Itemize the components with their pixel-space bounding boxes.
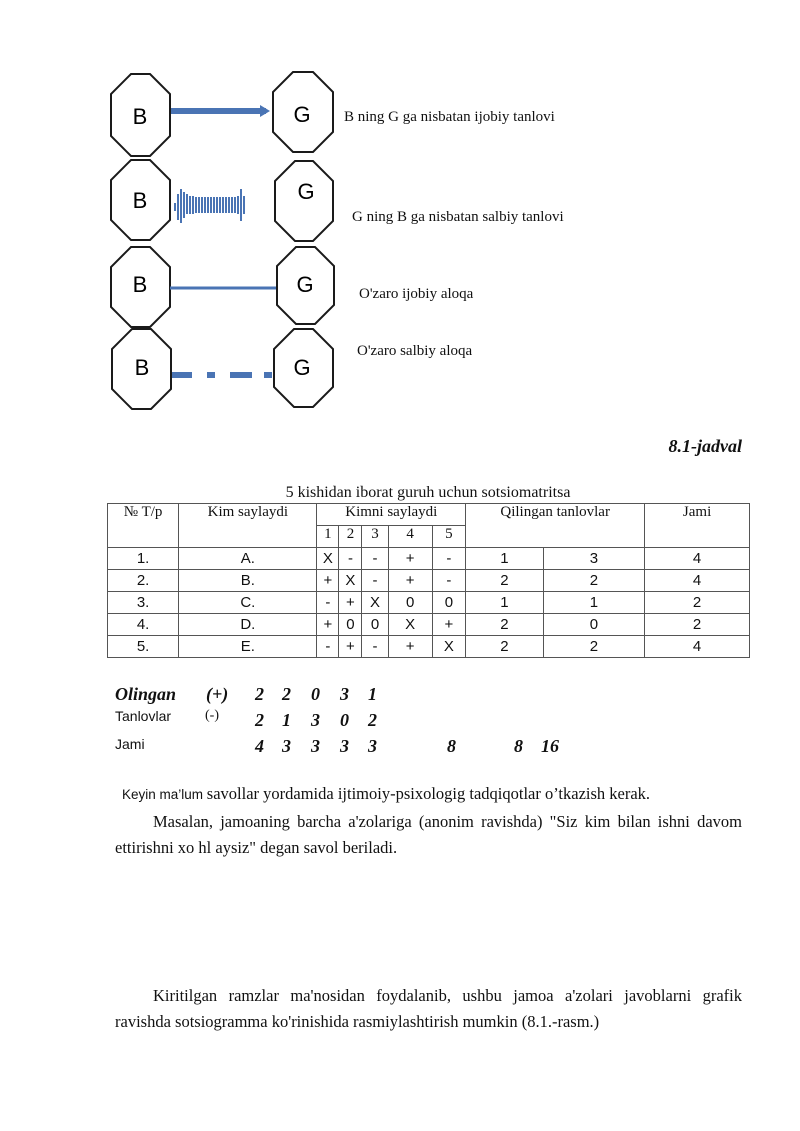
cell-num: 1.: [108, 548, 179, 570]
summary-sign: (-): [205, 708, 219, 723]
summary-value: 0: [340, 710, 349, 730]
legend-label-negative-choice: G ning B ga nisbatan salbiy tanlovi: [352, 209, 564, 225]
summary-extra: 8: [514, 736, 523, 756]
cell-mark: 0: [339, 614, 362, 636]
cell-plus: 1: [466, 548, 543, 570]
cell-num: 3.: [108, 592, 179, 614]
cell-mark: 0: [432, 592, 466, 614]
table-header-row: [108, 504, 750, 526]
cell-mark: +: [339, 636, 362, 658]
cell-mark: +: [388, 636, 432, 658]
cell-mark: X: [317, 548, 339, 570]
cell-total: 4: [645, 570, 750, 592]
cell-minus: 2: [543, 570, 645, 592]
summary-extra: 16: [541, 736, 559, 756]
summary-value: 3: [282, 736, 291, 756]
cell-total: 2: [645, 592, 750, 614]
cell-num: 4.: [108, 614, 179, 636]
legend-label-positive-choice: B ning G ga nisbatan ijobiy tanlovi: [344, 109, 555, 125]
cell-name: C.: [179, 592, 317, 614]
summary-sign: (+): [206, 684, 229, 704]
summary-value: 2: [255, 684, 264, 704]
summary-value: 3: [368, 736, 377, 756]
summary-value: 2: [255, 710, 264, 730]
table-title: 5 kishidan iborat guruh uchun sotsiomatritsa: [285, 484, 571, 501]
header-col: 2: [339, 526, 362, 548]
summary-value: 3: [340, 736, 349, 756]
legend-label-mutual-positive: O'zaro ijobiy aloqa: [359, 286, 474, 302]
header-col: 5: [432, 526, 466, 548]
table-row: [108, 592, 750, 614]
summary-value: 2: [368, 710, 377, 730]
cell-mark: -: [362, 636, 388, 658]
summary-value: 1: [282, 710, 291, 730]
cell-plus: 1: [466, 592, 543, 614]
cell-minus: 0: [543, 614, 645, 636]
cell-total: 4: [645, 636, 750, 658]
negative-choice-wavy-arrow: [175, 189, 244, 223]
cell-mark: 0: [388, 592, 432, 614]
paragraph-1-text: savollar yordamida ijtimoiy-psixologig tadqiqotlar o’tkazish kerak.: [206, 784, 651, 803]
node-g-letter: G: [296, 272, 314, 297]
cell-minus: 3: [543, 548, 645, 570]
header-who-chooses: Kim saylaydi: [179, 504, 317, 548]
node-g-letter: G: [293, 355, 311, 380]
cell-mark: +: [388, 548, 432, 570]
legend-label-mutual-negative: O'zaro salbiy aloqa: [357, 343, 473, 359]
header-col: 4: [388, 526, 432, 548]
header-col: 3: [362, 526, 388, 548]
summary-value: 1: [368, 684, 377, 704]
summary-value: 0: [311, 684, 320, 704]
summary-value: 2: [282, 684, 291, 704]
cell-mark: +: [317, 570, 339, 592]
cell-mark: -: [317, 636, 339, 658]
cell-mark: -: [432, 570, 466, 592]
cell-mark: 0: [362, 614, 388, 636]
table-row: [108, 570, 750, 592]
summary-label: Tanlovlar: [115, 708, 172, 724]
cell-minus: 1: [543, 592, 645, 614]
summary-value: 3: [311, 710, 320, 730]
cell-mark: -: [362, 548, 388, 570]
header-choices: Qilingan tanlovlar: [466, 504, 645, 548]
summary-label: Olingan: [115, 684, 177, 704]
paragraph-3: Kiritilgan ramzlar ma'nosidan foydalanib, ushbu jamoa a'zolari javoblarni grafik ravishda sotsiogramma ko'rinishida rasmiylashtirish mumkin (8.1.-rasm.): [115, 986, 742, 1031]
mutual-negative-dash-link: [172, 372, 272, 378]
cell-plus: 2: [466, 614, 543, 636]
cell-plus: 2: [466, 636, 543, 658]
table-row: [108, 614, 750, 636]
table-row: [108, 636, 750, 658]
cell-name: D.: [179, 614, 317, 636]
node-g-letter: G: [293, 102, 311, 127]
header-col: 1: [317, 526, 339, 548]
node-b-letter: B: [132, 104, 148, 129]
cell-name: E.: [179, 636, 317, 658]
cell-mark: +: [317, 614, 339, 636]
summary-value: 3: [311, 736, 320, 756]
cell-mark: X: [432, 636, 466, 658]
cell-mark: -: [362, 570, 388, 592]
cell-minus: 2: [543, 636, 645, 658]
cell-mark: X: [339, 570, 362, 592]
summary-value: 4: [255, 736, 264, 756]
node-b-letter: B: [132, 272, 148, 297]
cell-mark: -: [339, 548, 362, 570]
cell-total: 2: [645, 614, 750, 636]
paragraph-2: Masalan, jamoaning barcha a'zolariga (anonim ravishda) "Siz kim bilan ishni davom ettirishni xo hl aysiz" degan savol beriladi.: [115, 812, 742, 857]
cell-mark: X: [362, 592, 388, 614]
cell-name: B.: [179, 570, 317, 592]
paragraph-1: [122, 781, 752, 808]
cell-mark: X: [388, 614, 432, 636]
cell-mark: -: [432, 548, 466, 570]
header-total: Jami: [645, 504, 750, 548]
summary-label: Jami: [115, 736, 145, 752]
table-caption: 8.1-jadval: [668, 436, 742, 456]
table-row: [108, 548, 750, 570]
header-whom-chosen: Kimni saylaydi: [317, 504, 466, 526]
cell-mark: +: [339, 592, 362, 614]
node-g-letter: G: [297, 179, 315, 204]
cell-mark: +: [432, 614, 466, 636]
sociomatrix-table: [107, 503, 750, 658]
paragraph-1-lead: Keyin ma’lum: [122, 787, 207, 802]
cell-name: A.: [179, 548, 317, 570]
cell-plus: 2: [466, 570, 543, 592]
header-num: № T/p: [108, 504, 179, 548]
node-b-letter: B: [132, 188, 148, 213]
summary-extra: 8: [447, 736, 456, 756]
cell-num: 2.: [108, 570, 179, 592]
cell-num: 5.: [108, 636, 179, 658]
cell-mark: -: [317, 592, 339, 614]
cell-mark: +: [388, 570, 432, 592]
summary-value: 3: [340, 684, 349, 704]
cell-total: 4: [645, 548, 750, 570]
node-b-letter: B: [134, 355, 150, 380]
